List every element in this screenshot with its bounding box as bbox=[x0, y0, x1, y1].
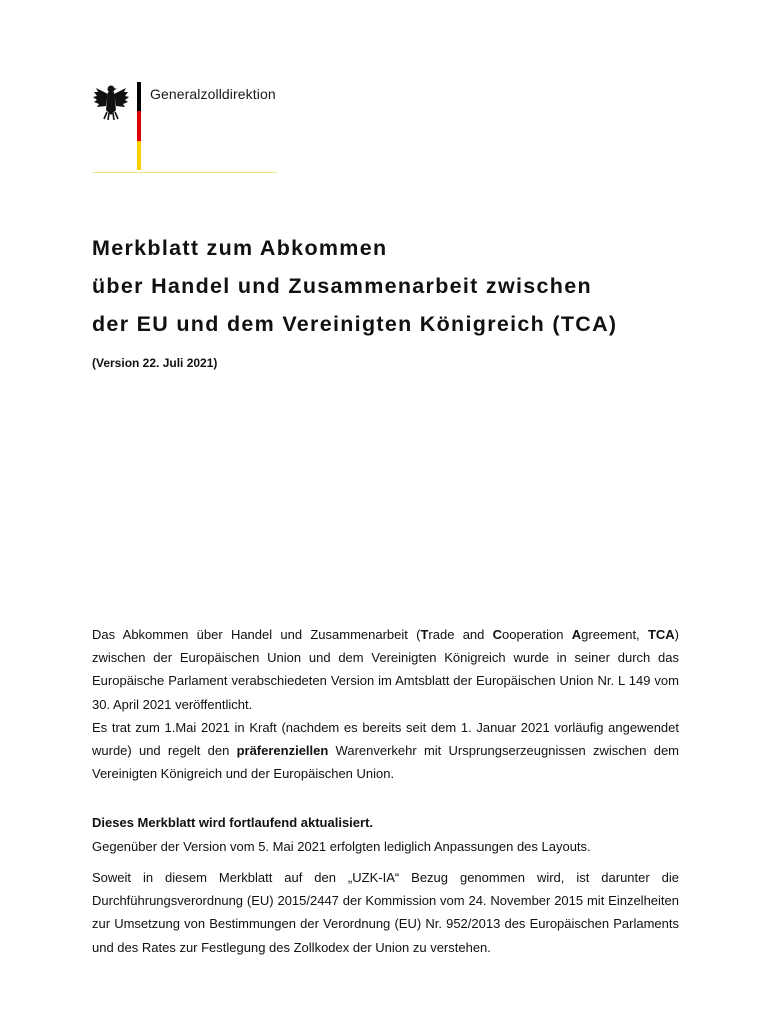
update-heading: Dieses Merkblatt wird fortlaufend aktualisiert. bbox=[92, 815, 374, 830]
intro-paragraph-1: Das Abkommen über Handel und Zusammenarbeit (Trade and Cooperation Agreement, TCA) zwischen der Europäischen Union und dem Vereinigten Königreich wurde in seiner durch das Europäische Parlament verabschiedeten Version im Amtsblatt der Europäischen Union Nr. L 149 vom 30. April 2021 veröffentlicht. bbox=[92, 627, 679, 712]
uzk-section bbox=[92, 866, 679, 959]
title-line-1: Merkblatt zum Abkommen bbox=[92, 236, 388, 260]
intro-section bbox=[92, 623, 679, 785]
document-title bbox=[92, 229, 617, 343]
title-line-3: der EU und dem Vereinigten Königreich (TCA) bbox=[92, 312, 618, 336]
update-text: Gegenüber der Version vom 5. Mai 2021 erfolgten lediglich Anpassungen des Layouts. bbox=[92, 839, 591, 854]
uzk-paragraph: Soweit in diesem Merkblatt auf den „UZK-IA“ Bezug genommen wird, ist darunter die Durchführungsverordnung (EU) 2015/2447 der Kommission vom 24. November 2015 mit Einzelheiten zur Umsetzung von Bestimmungen der Verordnung (EU) Nr. 952/2013 des Europäischen Parlaments und des Rates zur Festlegung des Zollkodex der Union zu verstehen. bbox=[92, 870, 679, 955]
header-divider bbox=[92, 172, 277, 173]
flag-stripe bbox=[137, 82, 141, 170]
letterhead bbox=[92, 80, 277, 176]
version-note: (Version 22. Juli 2021) bbox=[92, 356, 218, 370]
federal-eagle-icon bbox=[92, 82, 130, 122]
title-line-2: über Handel und Zusammenarbeit zwischen bbox=[92, 274, 592, 298]
agency-name: Generalzolldirektion bbox=[150, 86, 276, 102]
intro-paragraph-2: Es trat zum 1.Mai 2021 in Kraft (nachdem es bereits seit dem 1. Januar 2021 vorläufig angewendet wurde) und regelt den präferenziellen Warenverkehr mit Ursprungserzeugnissen zwischen dem Vereinigten Königreich und der Europäischen Union. bbox=[92, 719, 680, 782]
